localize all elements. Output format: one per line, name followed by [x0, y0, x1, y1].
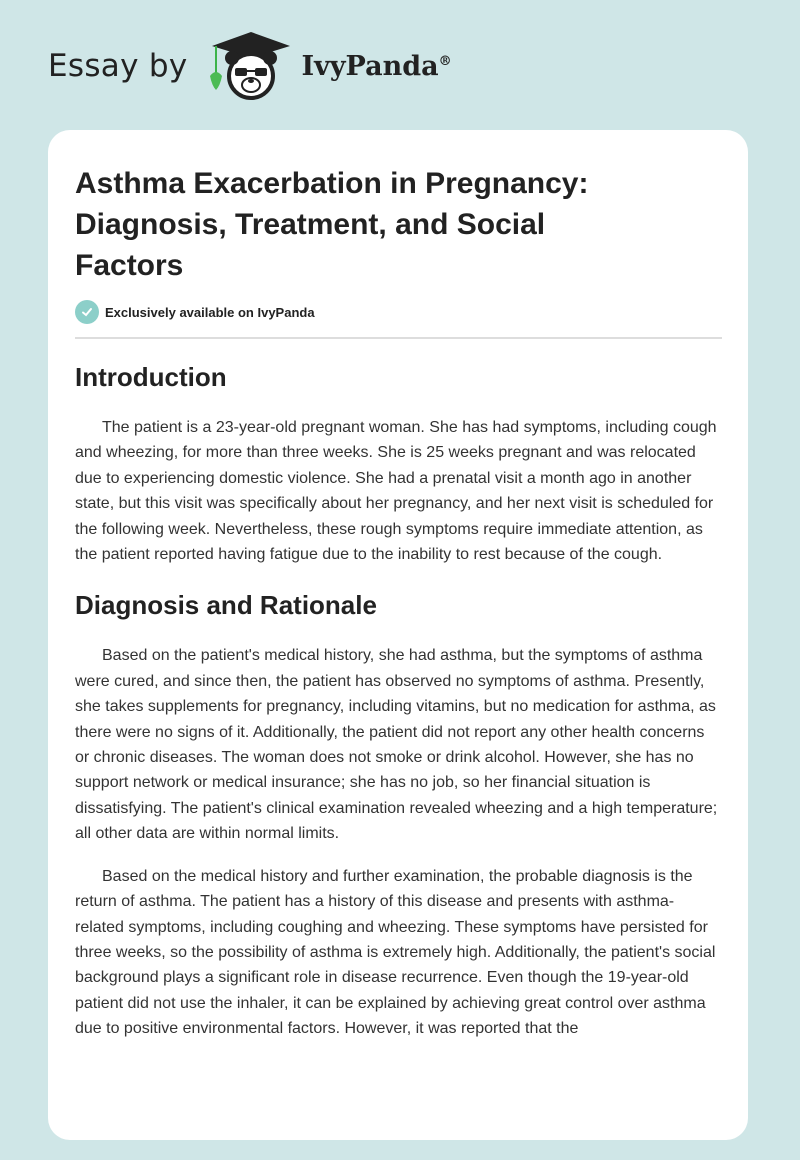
exclusive-badge	[75, 300, 722, 324]
section-heading: Introduction	[75, 362, 227, 392]
divider	[75, 337, 722, 339]
brand-text: IvyPanda	[301, 50, 439, 82]
essay-by-label: Essay by	[48, 48, 188, 84]
site-header	[48, 36, 452, 96]
badge-text: Exclusively available on IvyPanda	[105, 304, 315, 320]
paragraph: The patient is a 23-year-old pregnant woman. She has had symptoms, including cough and wheezing, for more than three weeks. She is 25 weeks pregnant and was relocated due to experiencing domestic violence. She had a prenatal visit a month ago in another state, but this visit was specifically about her pregnancy, and her next visit is scheduled for the following week. Nevertheless, these rough symptoms require immediate attention, as the patient reported having fatigue due to the inability to rest because of the cough.	[75, 419, 717, 564]
check-circle-icon	[75, 300, 99, 324]
brand-name[interactable]	[302, 51, 452, 82]
essay-card	[48, 130, 748, 1140]
registered-mark: ®	[438, 53, 452, 69]
paragraph: Based on the patient's medical history, she had asthma, but the symptoms of asthma were cured, and since then, the patient has observed no symptoms of asthma. Presently, she takes supplements for pregnancy, including vitamins, but no medication for asthma, as there were no signs of it. Additionally, the patient did not report any other health concerns or chronic diseases. The woman does not smoke or drink alcohol. However, she has no support network or medical insurance; she has no job, so her financial situation is dissatisfying. The patient's clinical examination revealed wheezing and a high temperature; all other data are within normal limits.	[75, 647, 718, 843]
essay-title: Asthma Exacerbation in Pregnancy: Diagnosis, Treatment, and Social Factors	[75, 167, 589, 282]
ivypanda-logo-icon[interactable]	[206, 30, 296, 102]
section-heading: Diagnosis and Rationale	[75, 590, 377, 621]
paragraph: Based on the medical history and further examination, the probable diagnosis is the return of asthma. The patient has a history of this disease and presents with asthma-related symptoms, including coughing and wheezing. These symptoms have persisted for three weeks, so the possibility of asthma is extremely high. Additionally, the patient's social background plays a significant role in disease recurrence. Even though the 19-year-old patient did not use the inhaler, it can be explained by achieving great control over asthma due to positive environmental factors. However, it was reported that the	[75, 867, 716, 1038]
